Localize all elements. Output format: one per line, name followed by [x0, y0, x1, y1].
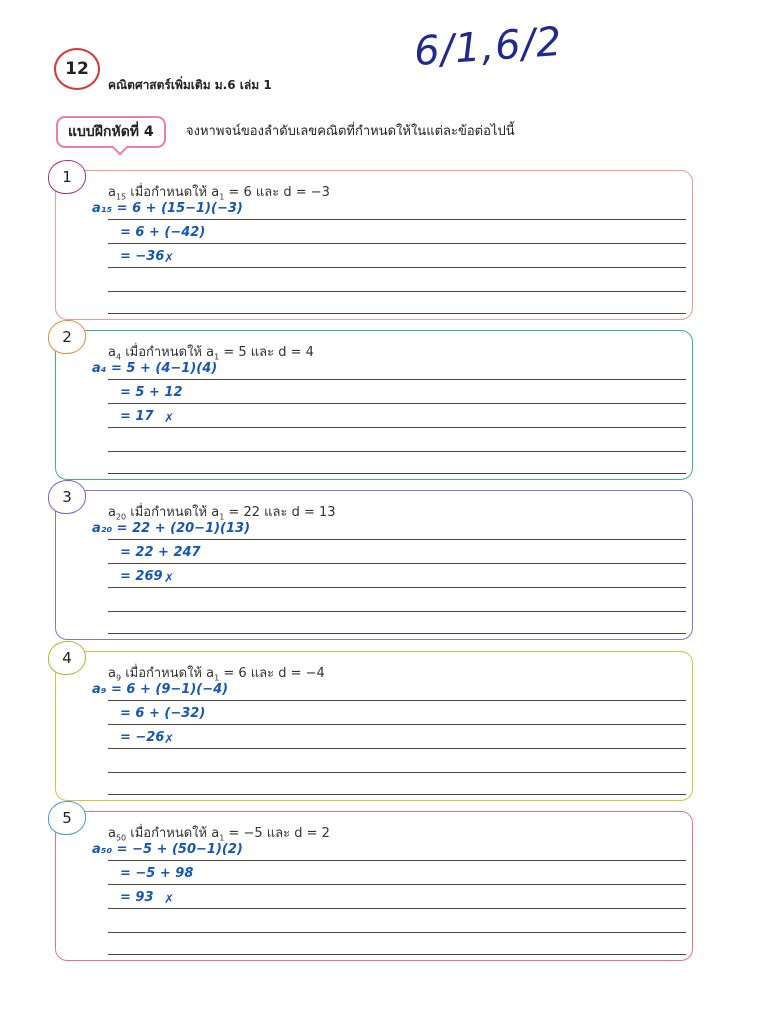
exercise-instruction: จงหาพจน์ของลำดับเลขคณิตที่กำหนดให้ในแต่ละข้อต่อไปนี้: [186, 124, 515, 139]
problem-question: $a_{15}$ เมื่อกำหนดให้ $a_1 = 6$ และ d = −3: [108, 185, 330, 202]
answer-line: [108, 748, 686, 749]
problem-number-badge: 5: [48, 801, 86, 835]
answer-line: [108, 700, 686, 701]
problem-question: $a_{50}$ เมื่อกำหนดให้ $a_1 = -5$ และ d = 2: [108, 826, 330, 843]
handwritten-end-mark: ✗: [164, 251, 175, 265]
handwritten-work-line: a₅₀ = −5 + (50−1)(2): [92, 842, 243, 857]
answer-line: [108, 219, 686, 220]
handwritten-work-line: = 6 + (−42): [120, 225, 206, 240]
answer-line: [108, 587, 686, 588]
handwritten-end-mark: ✗: [164, 732, 175, 746]
problem-box-4: [55, 651, 693, 801]
answer-line: [108, 908, 686, 909]
handwritten-end-mark: ✗: [164, 411, 175, 425]
answer-line: [108, 291, 686, 292]
handwritten-work-line: = 6 + (−32): [120, 706, 206, 721]
answer-line: [108, 539, 686, 540]
handwritten-work-line: = 5 + 12: [120, 385, 183, 400]
answer-line: [108, 932, 686, 933]
handwritten-work-line: a₄ = 5 + (4−1)(4): [92, 361, 218, 376]
answer-line: [108, 243, 686, 244]
answer-line: [108, 724, 686, 725]
answer-line: [108, 884, 686, 885]
handwritten-work-line: = −26: [120, 730, 165, 745]
problem-number-badge: 1: [48, 160, 86, 194]
problem-number-badge: 4: [48, 641, 86, 675]
problem-box-5: [55, 811, 693, 961]
handwritten-work-line: = −36: [120, 249, 165, 264]
answer-line: [108, 473, 686, 474]
problem-question: $a_9$ เมื่อกำหนดให้ $a_1 = 6$ และ d = −4: [108, 666, 325, 683]
answer-line: [108, 403, 686, 404]
handwritten-work-line: a₁₅ = 6 + (15−1)(−3): [92, 201, 243, 216]
answer-line: [108, 563, 686, 564]
problem-box-3: [55, 490, 693, 640]
problem-box-2: [55, 330, 693, 480]
answer-line: [108, 379, 686, 380]
answer-line: [108, 954, 686, 955]
handwritten-work-line: = 269: [120, 569, 163, 584]
handwritten-class-label: 6/1,6/2: [412, 18, 564, 76]
handwritten-work-line: = 93: [120, 890, 154, 905]
book-title: คณิตศาสตร์เพิ่มเติม ม.6 เล่ม 1: [108, 78, 272, 92]
handwritten-end-mark: ✗: [164, 892, 175, 906]
page-number: 12: [54, 48, 100, 90]
problem-question: $a_{20}$ เมื่อกำหนดให้ $a_1 = 22$ และ d = 13: [108, 505, 336, 522]
handwritten-end-mark: ✗: [164, 571, 175, 585]
answer-line: [108, 860, 686, 861]
answer-line: [108, 611, 686, 612]
handwritten-work-line: = −5 + 98: [120, 866, 194, 881]
answer-line: [108, 794, 686, 795]
answer-line: [108, 427, 686, 428]
handwritten-work-line: = 22 + 247: [120, 545, 201, 560]
handwritten-work-line: a₂₀ = 22 + (20−1)(13): [92, 521, 251, 536]
handwritten-work-line: = 17: [120, 409, 154, 424]
answer-line: [108, 313, 686, 314]
answer-line: [108, 267, 686, 268]
answer-line: [108, 633, 686, 634]
problem-number-badge: 3: [48, 480, 86, 514]
problem-number-badge: 2: [48, 320, 86, 354]
handwritten-work-line: a₉ = 6 + (9−1)(−4): [92, 682, 229, 697]
problem-box-1: [55, 170, 693, 320]
exercise-tag: แบบฝึกหัดที่ 4: [56, 116, 166, 148]
problem-question: $a_4$ เมื่อกำหนดให้ $a_1 = 5$ และ d = 4: [108, 345, 314, 362]
answer-line: [108, 772, 686, 773]
answer-line: [108, 451, 686, 452]
